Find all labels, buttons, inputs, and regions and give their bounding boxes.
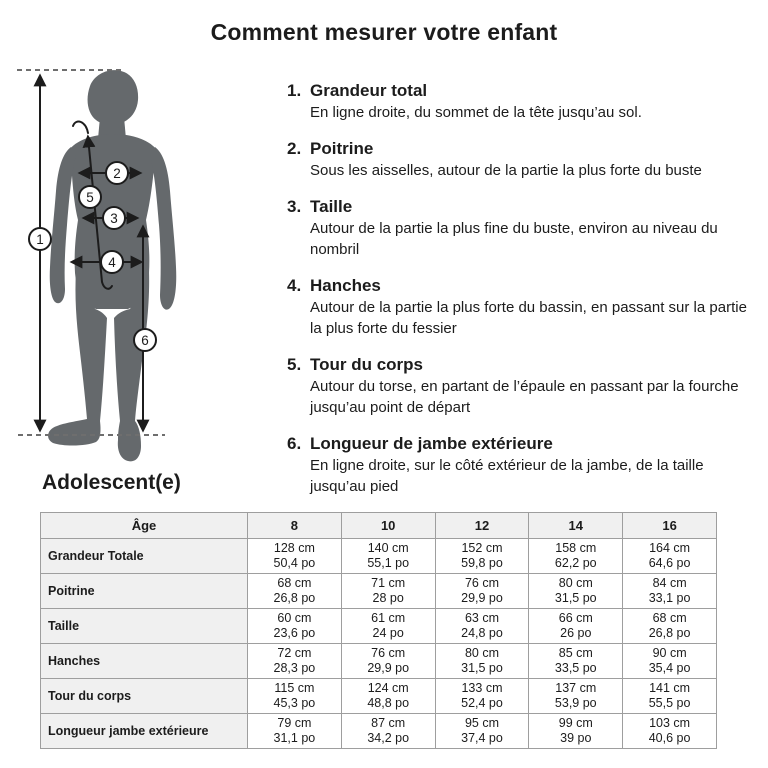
instruction-grandeur-total: [287, 80, 757, 123]
instruction-poitrine: [287, 138, 757, 181]
value-cm: 76 cm: [371, 646, 406, 660]
value-cm: 128 cm: [273, 541, 315, 555]
value-cm: 71 cm: [371, 576, 406, 590]
instruction-title: Longueur de jambe extérieure: [310, 434, 553, 453]
row-label: Grandeur Totale: [41, 539, 248, 574]
value-cm: 140 cm: [367, 541, 409, 555]
value-cm: 152 cm: [461, 541, 503, 555]
measure-cell: [341, 539, 435, 574]
instruction-number: 3.: [287, 197, 302, 216]
marker-2: [106, 162, 128, 184]
value-po: 50,4 po: [273, 556, 316, 570]
value-po: 31,1 po: [273, 731, 316, 745]
value-po: 23,6 po: [273, 626, 316, 640]
value-po: 26 po: [560, 626, 592, 640]
instruction-hanches: [287, 275, 757, 339]
marker-4-number: 4: [108, 255, 116, 270]
instruction-description: En ligne droite, du sommet de la tête jusqu’au sol.: [310, 104, 642, 121]
value-cm: 60 cm: [277, 611, 312, 625]
value-po: 52,4 po: [461, 696, 503, 710]
measure-cell: [248, 609, 342, 644]
value-po: 29,9 po: [461, 591, 503, 605]
value-cm: 87 cm: [371, 716, 406, 730]
value-po: 40,6 po: [648, 731, 691, 745]
value-po: 45,3 po: [273, 696, 316, 710]
value-cm: 63 cm: [464, 611, 500, 625]
measure-cell: [341, 574, 435, 609]
value-cm: 95 cm: [464, 716, 500, 730]
table-row-tour-du-corps: [41, 679, 717, 714]
measure-cell: [435, 574, 529, 609]
row-label: Longueur jambe extérieure: [41, 714, 248, 749]
measure-cell: [341, 609, 435, 644]
instruction-description: Autour du torse, en partant de l’épaule en passant par la fourche jusqu’au point de départ: [310, 378, 739, 416]
measure-cell: [623, 679, 717, 714]
age-header-cell: Âge: [41, 513, 248, 539]
row-label: Taille: [41, 609, 248, 644]
marker-5: [79, 186, 101, 208]
instruction-description: Autour de la partie la plus forte du bassin, en passant sur la partie la plus forte du fessier: [310, 299, 747, 337]
value-po: 31,5 po: [461, 661, 503, 675]
instruction-title: Poitrine: [310, 139, 374, 158]
measure-cell: [435, 609, 529, 644]
value-po: 48,8 po: [367, 696, 410, 710]
value-po: 28,3 po: [273, 661, 316, 675]
instruction-title: Hanches: [310, 276, 381, 295]
measurement-diagram: [0, 55, 280, 515]
measure-cell: [341, 714, 435, 749]
measure-cell: [529, 714, 623, 749]
value-cm: 90 cm: [652, 646, 687, 660]
measure-cell: [623, 609, 717, 644]
page-title: Comment mesurer votre enfant: [210, 19, 558, 45]
marker-1-number: 1: [36, 232, 44, 247]
value-cm: 84 cm: [652, 576, 687, 590]
instructions-list: [287, 80, 757, 512]
instruction-title: Tour du corps: [310, 355, 424, 374]
table-row-taille: [41, 609, 717, 644]
marker-3-number: 3: [110, 211, 118, 226]
instruction-description: Autour de la partie la plus fine du buste, environ au niveau du nombril: [310, 220, 718, 258]
marker-3: [103, 207, 125, 229]
instruction-number: 4.: [287, 276, 302, 295]
instruction-tour-du-corps: [287, 354, 757, 418]
table-row-grandeur-totale: [41, 539, 717, 574]
value-po: 33,1 po: [648, 591, 691, 605]
body-loop-hook-top: [73, 122, 88, 133]
measure-cell: [248, 644, 342, 679]
instruction-number: 6.: [287, 434, 302, 453]
value-cm: 137 cm: [555, 681, 597, 695]
measure-cell: [529, 574, 623, 609]
measure-cell: [341, 679, 435, 714]
marker-5-number: 5: [86, 190, 94, 205]
measure-cell: [623, 539, 717, 574]
marker-6: [134, 329, 156, 351]
value-cm: 80 cm: [558, 576, 593, 590]
value-po: 37,4 po: [461, 731, 503, 745]
value-cm: 68 cm: [652, 611, 687, 625]
age-col-8: 8: [248, 513, 342, 539]
age-col-10: 10: [341, 513, 435, 539]
measure-cell: [623, 644, 717, 679]
row-label: Hanches: [41, 644, 248, 679]
instruction-number: 5.: [287, 355, 302, 374]
value-po: 34,2 po: [367, 731, 410, 745]
instruction-number: 1.: [287, 81, 302, 100]
value-po: 26,8 po: [273, 591, 316, 605]
value-po: 62,2 po: [554, 556, 597, 570]
value-cm: 61 cm: [371, 611, 406, 625]
value-cm: 103 cm: [649, 716, 691, 730]
value-po: 24,8 po: [461, 626, 503, 640]
measure-cell: [435, 539, 529, 574]
measure-cell: [248, 679, 342, 714]
value-cm: 85 cm: [558, 646, 593, 660]
age-col-12: 12: [435, 513, 529, 539]
silhouette-left-arm: [50, 147, 76, 303]
value-po: 24 po: [372, 626, 404, 640]
value-cm: 133 cm: [461, 681, 503, 695]
value-po: 39 po: [560, 731, 592, 745]
row-label: Poitrine: [41, 574, 248, 609]
measure-cell: [529, 679, 623, 714]
value-po: 31,5 po: [554, 591, 597, 605]
instruction-taille: [287, 196, 757, 260]
value-cm: 141 cm: [649, 681, 691, 695]
marker-6-number: 6: [141, 333, 149, 348]
measure-cell: [529, 609, 623, 644]
row-label: Tour du corps: [41, 679, 248, 714]
value-cm: 158 cm: [555, 541, 597, 555]
measure-cell: [435, 714, 529, 749]
value-po: 28 po: [372, 591, 404, 605]
value-po: 55,5 po: [648, 696, 691, 710]
measure-cell: [435, 644, 529, 679]
value-cm: 76 cm: [464, 576, 500, 590]
silhouette-head: [88, 70, 139, 125]
measure-cell: [248, 714, 342, 749]
value-cm: 72 cm: [277, 646, 312, 660]
instruction-title: Grandeur total: [310, 81, 428, 100]
instruction-description: En ligne droite, sur le côté extérieur de la jambe, de la taille jusqu’au pied: [310, 457, 704, 495]
value-cm: 79 cm: [277, 716, 312, 730]
value-cm: 80 cm: [464, 646, 500, 660]
value-po: 33,5 po: [554, 661, 597, 675]
instruction-description: Sous les aisselles, autour de la partie la plus forte du buste: [310, 162, 702, 179]
section-label: Adolescent(e): [42, 471, 181, 494]
measure-cell: [529, 539, 623, 574]
marker-1: [29, 228, 51, 250]
value-cm: 124 cm: [367, 681, 409, 695]
instruction-number: 2.: [287, 139, 302, 158]
table-row-hanches: [41, 644, 717, 679]
value-po: 26,8 po: [648, 626, 691, 640]
silhouette-right-arm: [150, 147, 176, 310]
value-po: 59,8 po: [461, 556, 503, 570]
age-col-16: 16: [623, 513, 717, 539]
size-table: [40, 512, 717, 749]
marker-4: [101, 251, 123, 273]
measure-cell: [435, 679, 529, 714]
value-po: 55,1 po: [367, 556, 410, 570]
instruction-title: Taille: [310, 197, 353, 216]
age-col-14: 14: [529, 513, 623, 539]
value-cm: 68 cm: [277, 576, 312, 590]
value-po: 53,9 po: [554, 696, 597, 710]
marker-2-number: 2: [113, 166, 121, 181]
instruction-longueur-jambe: [287, 433, 757, 497]
measure-cell: [623, 574, 717, 609]
table-row-longueur-jambe: [41, 714, 717, 749]
measure-cell: [341, 644, 435, 679]
value-cm: 66 cm: [558, 611, 593, 625]
measure-cell: [623, 714, 717, 749]
value-po: 64,6 po: [648, 556, 691, 570]
value-cm: 115 cm: [274, 681, 315, 695]
value-po: 29,9 po: [367, 661, 410, 675]
measure-cell: [248, 574, 342, 609]
value-cm: 164 cm: [649, 541, 691, 555]
table-row-poitrine: [41, 574, 717, 609]
value-cm: 99 cm: [558, 716, 593, 730]
measure-cell: [529, 644, 623, 679]
table-header-row: [41, 513, 717, 539]
measure-cell: [248, 539, 342, 574]
value-po: 35,4 po: [648, 661, 691, 675]
